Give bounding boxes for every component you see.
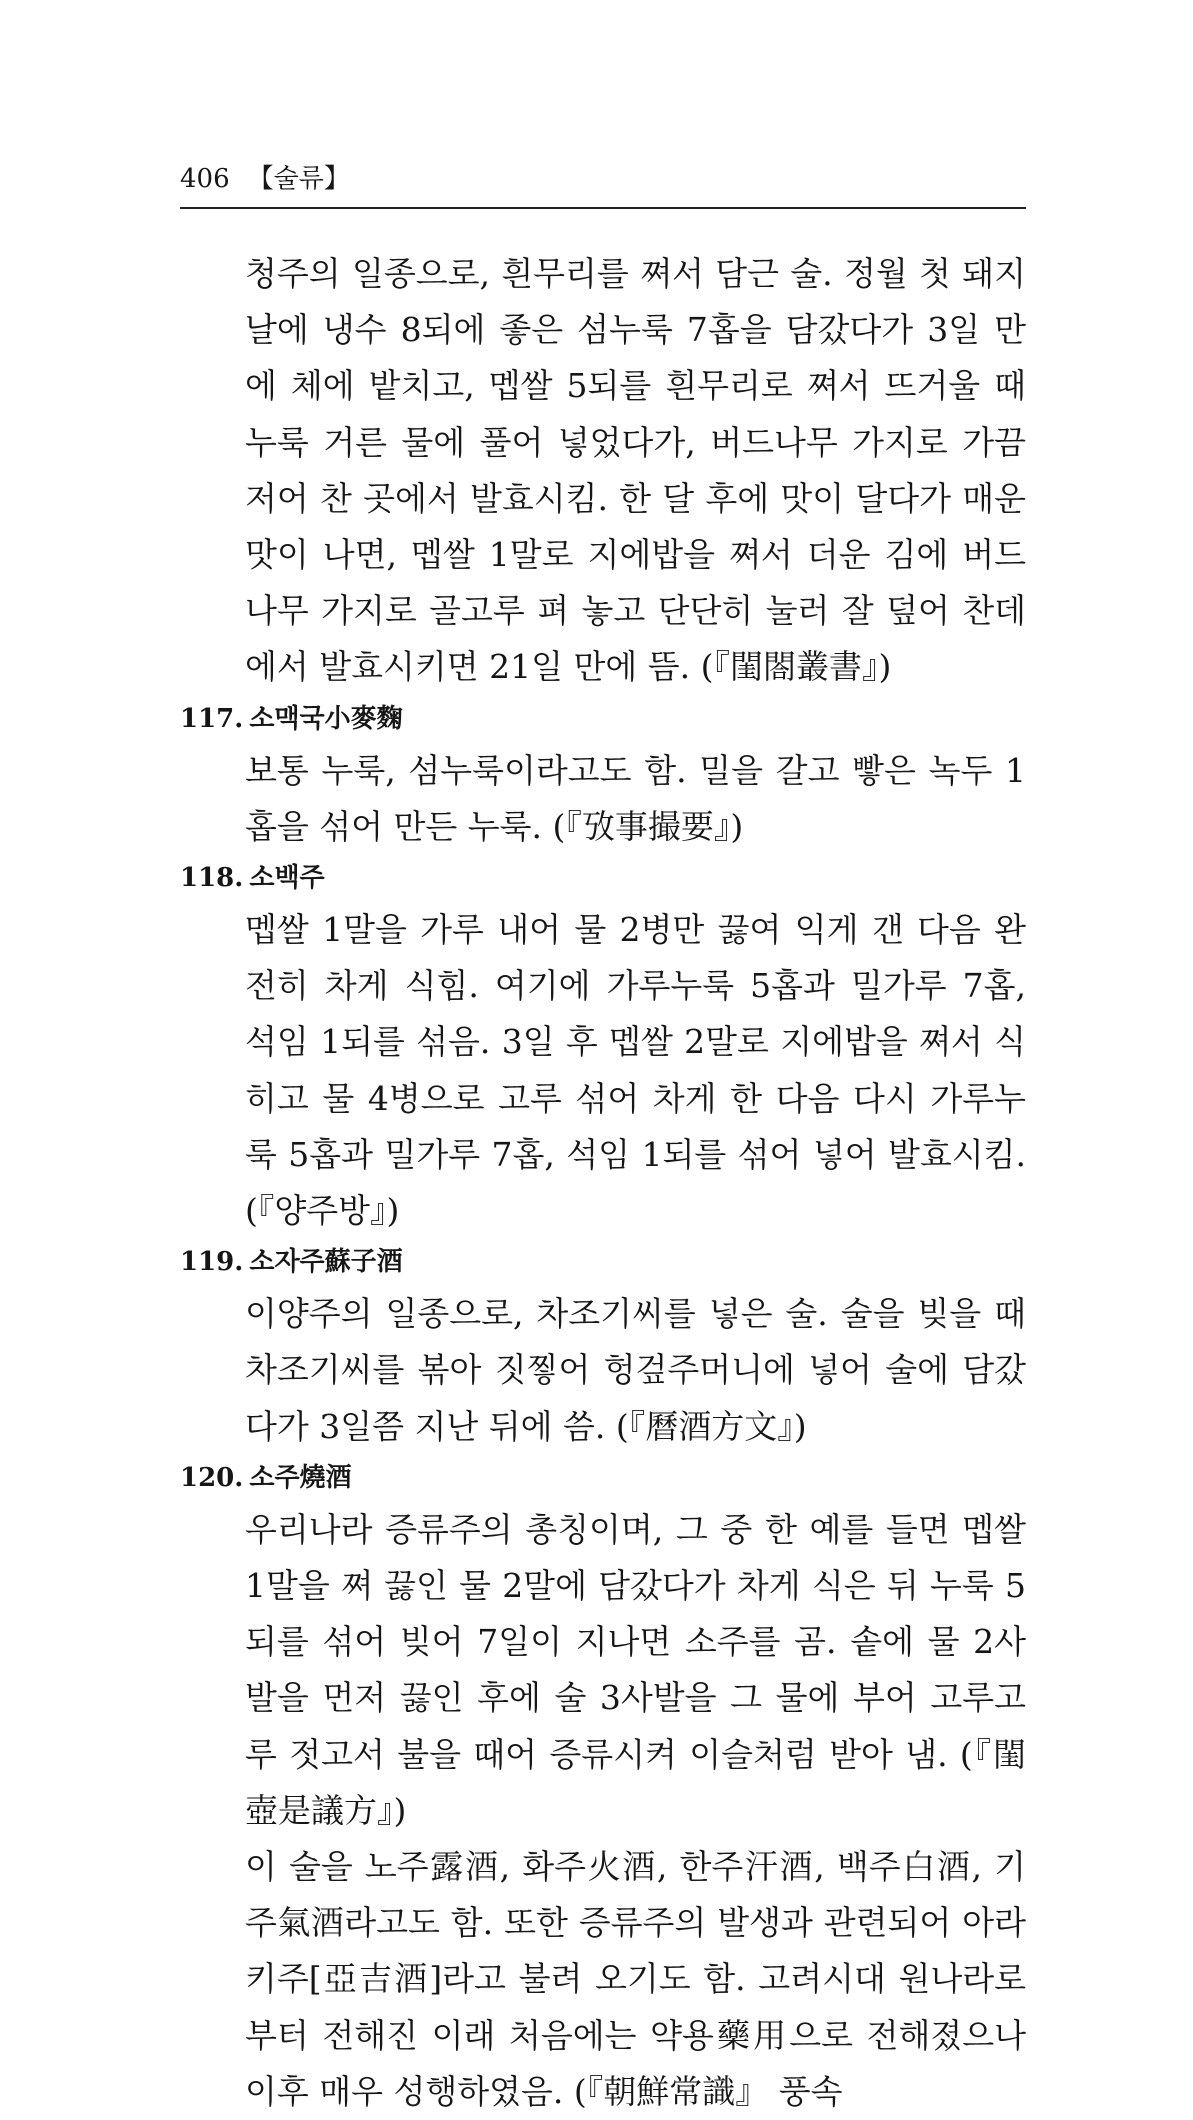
entry-119 — [180, 1239, 1026, 1455]
entry-paragraph: 우리나라 증류주의 총칭이며, 그 중 한 예를 들면 멥쌀 1말을 쪄 끓인 물 2말에 담갔다가 차게 식은 뒤 누룩 5되를 섞어 빚어 7일이 지나면 소주를 곰. 솥에 물 2사발을 먼저 끓인 후에 술 3사발을 그 물에 부어 고루고루 젓고서 불을 때어 증류시켜 이슬처럼 받아 냄. (『閨壺是議方』) — [245, 1509, 1026, 1830]
entry-heading: 소맥국小麥麴 — [249, 703, 403, 734]
page-header — [180, 164, 350, 194]
entry-paragraph: 보통 누룩, 섬누룩이라고도 함. 밀을 갈고 빻은 녹두 1홉을 섞어 만든 누룩. (『攷事撮要』) — [245, 750, 1026, 846]
entry-heading: 소자주蘇子酒 — [249, 1247, 403, 1278]
section-title: 【술류】 — [247, 164, 350, 194]
entry-number: 119. — [180, 1247, 244, 1278]
entry-title — [180, 855, 1026, 902]
entry-120 — [180, 1455, 1026, 2120]
entry-118 — [180, 855, 1026, 1239]
entry-paragraph: 이 술을 노주露酒, 화주火酒, 한주汗酒, 백주白酒, 기주氣酒라고도 함. 또한 증류주의 발생과 관련되어 아라키주[亞吉酒]라고 불려 오기도 함. 고려시대 원나라로부터 전해진 이래 처음에는 약용藥用으로 전해졌으나 이후 매우 성행하였음. (『朝鮮常識』 풍속 — [245, 1847, 1026, 2111]
intro-paragraph: 청주의 일종으로, 흰무리를 쪄서 담근 술. 정월 첫 돼지날에 냉수 8되에 좋은 섬누룩 7홉을 담갔다가 3일 만에 체에 밭치고, 멥쌀 5되를 흰무리로 쪄서 뜨거울 때 누룩 거른 물에 풀어 넣었다가, 버드나무 가지로 가끔 저어 찬 곳에서 발효시킴. 한 달 후에 맛이 달다가 매운 맛이 나면, 멥쌀 1말로 지에밥을 쪄서 더운 김에 버드나무 가지로 골고루 펴 놓고 단단히 눌러 잘 덮어 찬데에서 발효시키면 21일 만에 뜸. (『閨閤叢書』) — [245, 254, 1026, 687]
entry-heading: 소백주 — [249, 863, 325, 894]
entry-heading: 소주燒酒 — [249, 1462, 352, 1493]
entry-number: 118. — [180, 863, 244, 894]
entry-number: 117. — [180, 703, 244, 734]
entry-number: 120. — [180, 1462, 244, 1493]
page-body — [180, 246, 1026, 2120]
entry-title — [180, 1455, 1026, 1502]
entry-117 — [180, 696, 1026, 855]
page-number: 406 — [180, 164, 230, 194]
entry-title — [180, 1239, 1026, 1286]
header-rule — [180, 207, 1026, 209]
entry-paragraph: 이양주의 일종으로, 차조기씨를 넣은 술. 술을 빚을 때 차조기씨를 볶아 짓찧어 헝겊주머니에 넣어 술에 담갔다가 3일쯤 지난 뒤에 씀. (『曆酒方文』) — [245, 1294, 1026, 1446]
entry-title — [180, 696, 1026, 743]
entry-paragraph: 멥쌀 1말을 가루 내어 물 2병만 끓여 익게 갠 다음 완전히 차게 식힘. 여기에 가루누룩 5홉과 밀가루 7홉, 석임 1되를 섞음. 3일 후 멥쌀 2말로 지에밥을 쪄서 식히고 물 4병으로 고루 섞어 차게 한 다음 다시 가루누룩 5홉과 밀가루 7홉, 석임 1되를 섞어 넣어 발효시킴. (『양주방』) — [245, 910, 1026, 1231]
